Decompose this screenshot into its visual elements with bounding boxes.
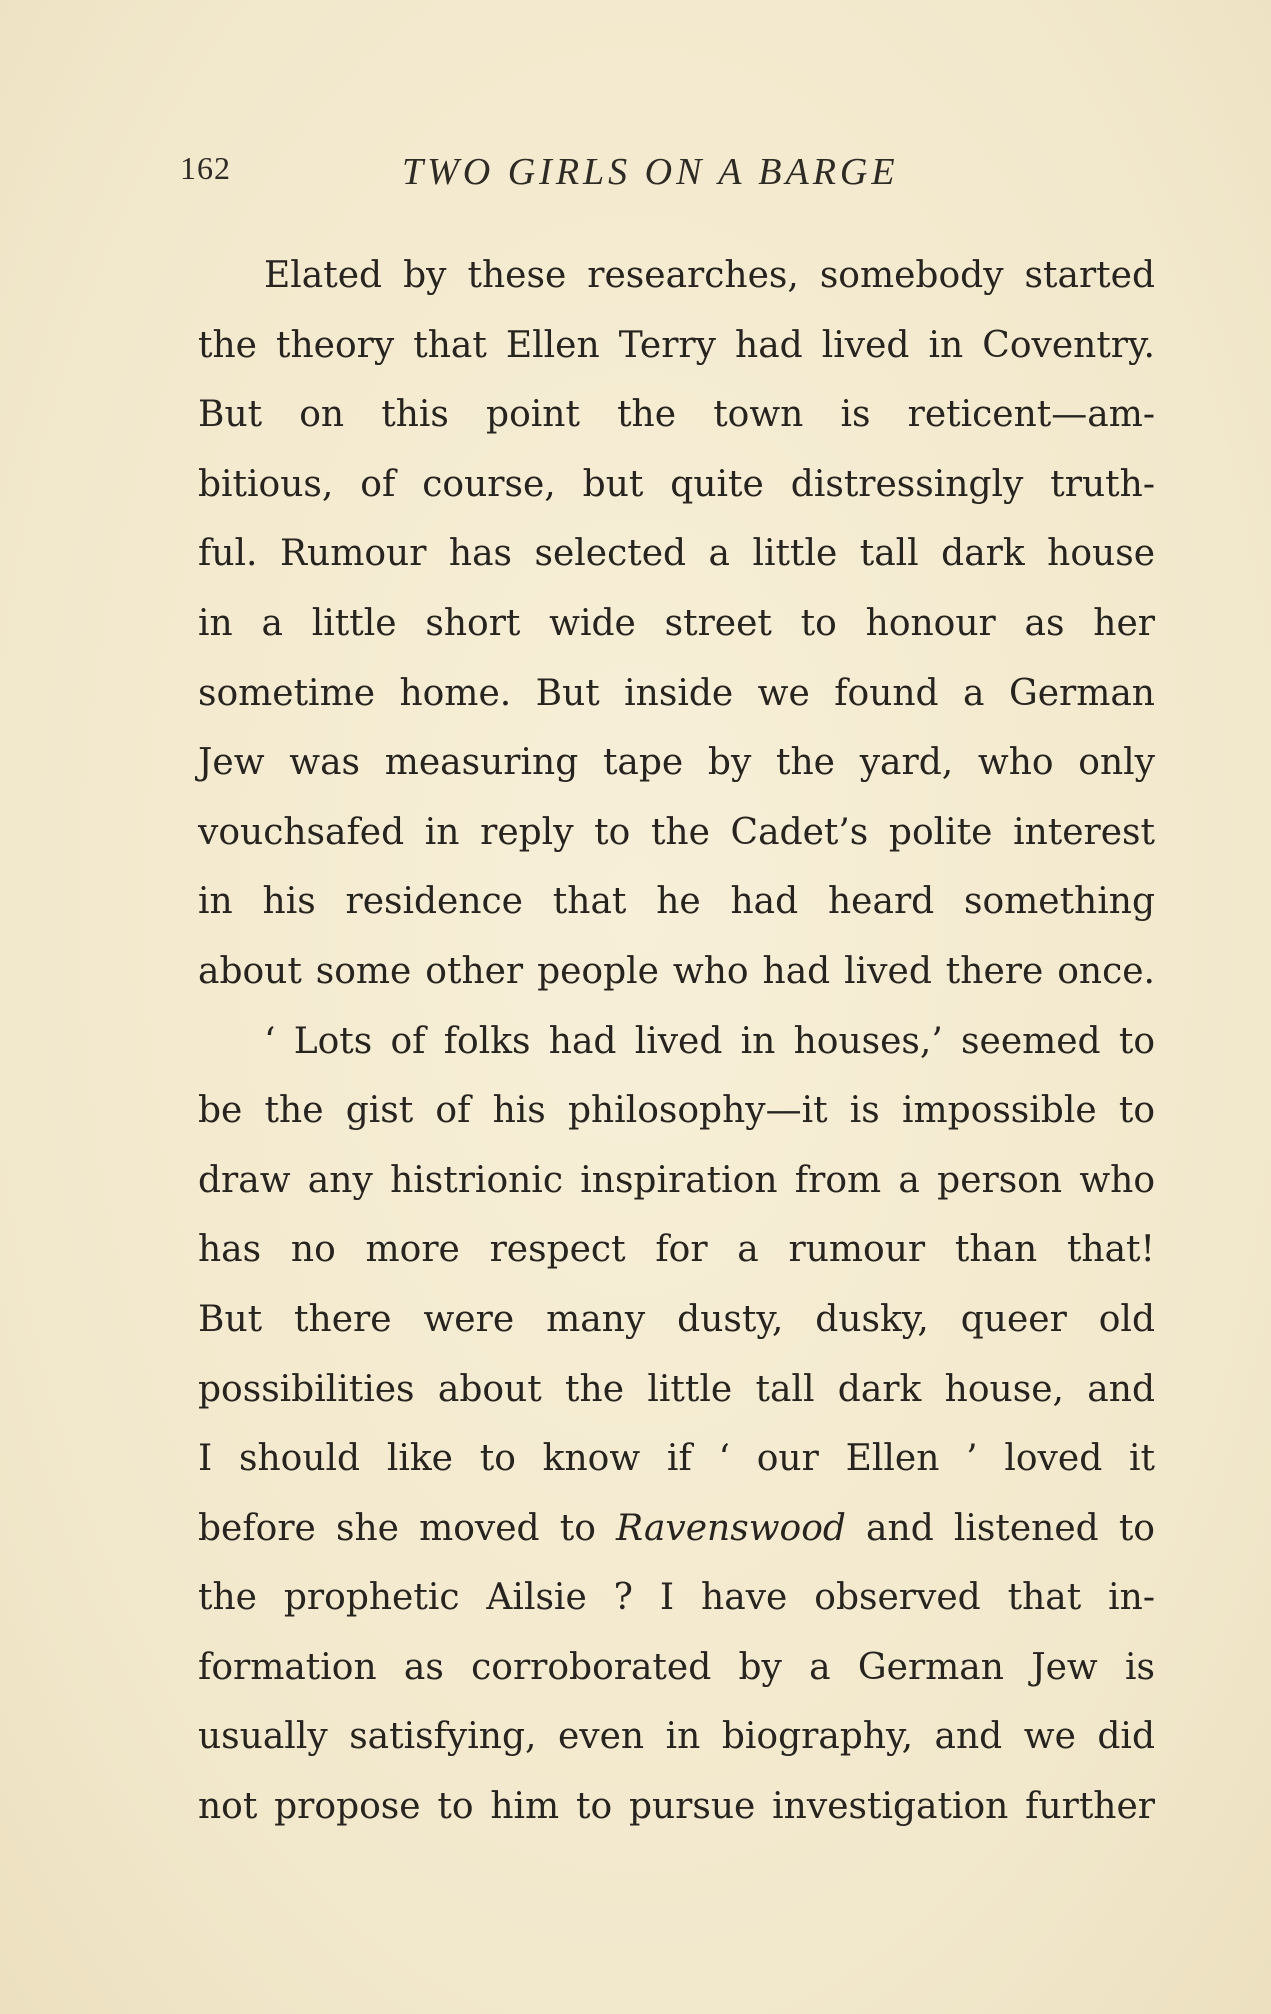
text-line: in his residence that he had heard something	[198, 881, 1155, 923]
text-line: ‘ Lots of folks had lived in houses,’ seemed to	[264, 1020, 1155, 1062]
page-header	[180, 150, 1060, 200]
text-line: bitious, of course, but quite distressingly truth-	[198, 463, 1155, 505]
page-number: 162	[180, 150, 231, 186]
text-line	[198, 1494, 1155, 1564]
text-line: about some other people who had lived there once.	[198, 950, 1155, 992]
text-line: formation as corroborated by a German Jew is	[198, 1646, 1155, 1688]
text-run: before she moved to	[198, 1507, 617, 1549]
text-line: vouchsafed in reply to the Cadet’s polite interest	[198, 811, 1155, 853]
text-line: usually satisfying, even in biography, and we did	[198, 1716, 1155, 1758]
text-line: be the gist of his philosophy—it is impossible to	[198, 1090, 1155, 1132]
italic-title: Ravenswood	[616, 1507, 846, 1549]
text-line: possibilities about the little tall dark house, and	[198, 1368, 1155, 1410]
running-head: TWO GIRLS ON A BARGE	[402, 151, 899, 193]
text-line: draw any histrionic inspiration from a person who	[198, 1159, 1155, 1201]
text-line: has no more respect for a rumour than that!	[198, 1229, 1155, 1271]
text-line: the prophetic Ailsie ? I have observed that in-	[198, 1577, 1155, 1619]
text-line: not propose to him to pursue investigation further	[198, 1786, 1155, 1828]
body-text	[198, 241, 1155, 1842]
text-line: sometime home. But inside we found a German	[198, 672, 1155, 714]
text-line: ful. Rumour has selected a little tall dark house	[198, 533, 1155, 575]
text-run: and listened to	[845, 1507, 1155, 1549]
text-line: in a little short wide street to honour as her	[198, 602, 1155, 644]
text-line: But on this point the town is reticent—am-	[198, 394, 1155, 436]
text-line: the theory that Ellen Terry had lived in Coventry.	[198, 324, 1155, 366]
text-line: I should like to know if ‘ our Ellen ’ loved it	[198, 1438, 1155, 1480]
text-line: Elated by these researches, somebody started	[264, 255, 1155, 296]
text-line: But there were many dusty, dusky, queer old	[198, 1298, 1155, 1340]
text-line: Jew was measuring tape by the yard, who only	[198, 742, 1155, 784]
